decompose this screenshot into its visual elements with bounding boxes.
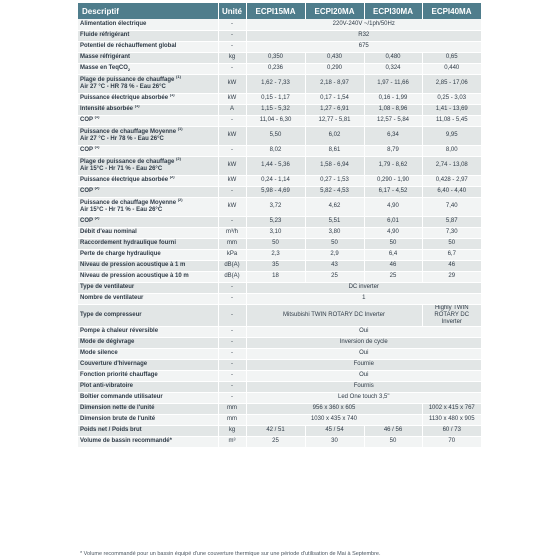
row-label	[78, 304, 218, 326]
table-row	[78, 186, 481, 197]
row-unit: -	[218, 381, 246, 392]
row-value-model-4: 6,7	[422, 249, 481, 260]
row-unit: kPa	[218, 249, 246, 260]
row-label	[78, 293, 218, 304]
table-row	[78, 271, 481, 282]
row-unit: -	[218, 326, 246, 337]
row-value-model-1: 11,04 - 6,30	[246, 115, 305, 126]
row-value-model-3: 4,90	[364, 227, 422, 238]
row-value-models-1-3: 956 x 360 x 605	[246, 403, 422, 414]
row-label	[78, 216, 218, 227]
row-value-model-4: 1130 x 480 x 905	[422, 414, 481, 425]
table-row	[78, 216, 481, 227]
row-label-text: Poids net / Poids brut	[80, 427, 142, 433]
row-value-model-3: 50	[364, 238, 422, 249]
row-label-footnote-mark: (1)	[177, 126, 183, 131]
row-label-text: Puissance électrique absorbée	[80, 95, 169, 101]
row-unit: dB(A)	[218, 260, 246, 271]
row-value-model-4: 0,25 - 3,03	[422, 93, 481, 104]
row-label	[78, 104, 218, 115]
row-value-model-3: 25	[364, 271, 422, 282]
row-value-model-1: 18	[246, 271, 305, 282]
table-row	[78, 238, 481, 249]
row-value-model-4: 60 / 73	[422, 425, 481, 436]
row-value-model-2: 5,82 - 4,53	[305, 186, 364, 197]
row-label-text: Raccordement hydraulique fourni	[80, 240, 177, 246]
row-label-footnote-mark: (1)	[176, 74, 181, 79]
row-value-model-2: 3,80	[305, 227, 364, 238]
row-label-text: Plot anti-vibratoire	[80, 383, 134, 389]
row-label-text: Puissance électrique absorbée	[80, 177, 169, 183]
row-unit: -	[218, 370, 246, 381]
row-value-model-1: 8,02	[246, 145, 305, 156]
row-value-model-3: 0,16 - 1,99	[364, 93, 422, 104]
row-value-model-3: 4,90	[364, 197, 422, 216]
row-label-conditions: Air 15°C - Hr 71 % - Eau 26°C	[80, 165, 163, 172]
row-label-text: Puissance de chauffage Moyenne	[80, 199, 177, 206]
table-row	[78, 175, 481, 186]
row-value-all-models: Oui	[246, 326, 481, 337]
row-label-subscript: 2	[127, 67, 131, 73]
row-label-text: Nombre de ventilateur	[80, 295, 144, 301]
row-label-conditions: Air 27 °C - Hr 78 % - Eau 26°C	[80, 135, 164, 142]
row-label-text: Potentiel de réchauffement global	[80, 43, 177, 49]
row-value-model-2: 6,02	[305, 126, 364, 145]
row-label-text: Intensité absorbée	[80, 106, 134, 112]
row-value-model-2: 50	[305, 238, 364, 249]
row-unit: m³	[218, 436, 246, 447]
row-value-all-models: R32	[246, 30, 481, 41]
row-value-model-1: 50	[246, 238, 305, 249]
row-value-model-2: 1,58 - 6,94	[305, 156, 364, 175]
table-row	[78, 126, 481, 145]
table-row	[78, 260, 481, 271]
table-row	[78, 30, 481, 41]
row-value-model-3: 1,97 - 11,66	[364, 74, 422, 93]
row-value-model-1: 35	[246, 260, 305, 271]
row-label	[78, 381, 218, 392]
table-row	[78, 425, 481, 436]
row-value-model-2: 0,430	[305, 52, 364, 63]
row-value-model-4: Highly TWIN ROTARY DC Inverter	[422, 304, 481, 326]
row-value-model-4: 1,41 - 13,69	[422, 104, 481, 115]
header-model-2: ECPI20MA	[305, 3, 364, 19]
row-label-text: Mode silence	[80, 350, 118, 356]
row-value-model-1: 0,24 - 1,14	[246, 175, 305, 186]
row-value-model-1: 1,62 - 7,33	[246, 74, 305, 93]
row-label	[78, 41, 218, 52]
row-unit: mm	[218, 238, 246, 249]
row-label	[78, 156, 218, 175]
row-value-model-1: 0,350	[246, 52, 305, 63]
row-unit: kW	[218, 93, 246, 104]
row-label-text: Mode de dégivrage	[80, 339, 135, 345]
header-row	[78, 3, 481, 19]
row-label-footnote-mark: (2)	[176, 156, 181, 161]
row-value-model-4: 2,85 - 17,06	[422, 74, 481, 93]
row-unit: kW	[218, 197, 246, 216]
table-row	[78, 403, 481, 414]
row-unit: -	[218, 282, 246, 293]
row-value-models-1-3: 1030 x 435 x 740	[246, 414, 422, 425]
row-label-footnote-mark: (2)	[94, 186, 100, 190]
row-value-model-4: 29	[422, 271, 481, 282]
row-unit: kg	[218, 52, 246, 63]
row-value-model-3: 50	[364, 436, 422, 447]
row-value-model-3: 0,324	[364, 63, 422, 74]
row-value-model-1: 1,15 - 5,32	[246, 104, 305, 115]
header-unite: Unité	[218, 3, 246, 19]
table-row	[78, 337, 481, 348]
row-unit: -	[218, 348, 246, 359]
row-label-text: Fluide réfrigérant	[80, 32, 130, 38]
row-label-text: Plage de puissance de chauffage	[80, 158, 175, 165]
row-unit: -	[218, 359, 246, 370]
row-label	[78, 186, 218, 197]
row-unit: -	[218, 392, 246, 403]
row-value-models-1-3: Mitsubishi TWIN ROTARY DC Inverter	[246, 304, 422, 326]
row-value-all-models: Led One touch 3,5"	[246, 392, 481, 403]
row-label-text: Niveau de pression acoustique à 1 m	[80, 262, 186, 268]
row-unit: kW	[218, 156, 246, 175]
row-unit: -	[218, 293, 246, 304]
row-value-model-2: 25	[305, 271, 364, 282]
row-value-all-models: Inversion de cycle	[246, 337, 481, 348]
table-row	[78, 282, 481, 293]
row-label	[78, 282, 218, 293]
table-row	[78, 63, 481, 74]
row-unit: m³/h	[218, 227, 246, 238]
table-row	[78, 392, 481, 403]
table-row	[78, 348, 481, 359]
row-value-model-1: 5,23	[246, 216, 305, 227]
header-descriptif: Descriptif	[78, 3, 218, 19]
row-label-text: COP	[80, 117, 93, 123]
row-unit: -	[218, 41, 246, 52]
row-unit: -	[218, 216, 246, 227]
row-value-model-1: 5,50	[246, 126, 305, 145]
row-label	[78, 197, 218, 216]
row-value-model-1: 0,236	[246, 63, 305, 74]
row-value-model-1: 0,15 - 1,17	[246, 93, 305, 104]
row-label	[78, 414, 218, 425]
row-value-model-2: 5,51	[305, 216, 364, 227]
header-model-1: ECPI15MA	[246, 3, 305, 19]
row-value-model-2: 2,18 - 8,97	[305, 74, 364, 93]
row-label-text: Débit d'eau nominal	[80, 229, 137, 235]
row-value-model-4: 0,65	[422, 52, 481, 63]
row-label-text: Puissance de chauffage Moyenne	[80, 128, 177, 135]
row-label-text: Masse en TeqCO	[80, 65, 128, 71]
row-value-model-1: 42 / 51	[246, 425, 305, 436]
row-unit: -	[218, 19, 246, 30]
row-unit: kg	[218, 425, 246, 436]
row-value-model-4: 7,30	[422, 227, 481, 238]
table-row	[78, 19, 481, 30]
row-label-text: Alimentation électrique	[80, 20, 147, 27]
row-label-text: Masse réfrigérant	[80, 54, 131, 60]
row-unit: -	[218, 63, 246, 74]
row-label	[78, 326, 218, 337]
row-label-footnote-mark: (2)	[177, 197, 183, 202]
row-value-model-4: 0,440	[422, 63, 481, 74]
row-value-model-4: 46	[422, 260, 481, 271]
row-value-model-4: 7,40	[422, 197, 481, 216]
row-label-text: Dimension brute de l'unité	[80, 416, 156, 422]
row-value-model-3: 6,34	[364, 126, 422, 145]
row-unit: -	[218, 115, 246, 126]
row-label	[78, 52, 218, 63]
row-label	[78, 93, 218, 104]
spec-table	[78, 3, 482, 448]
row-value-model-4: 0,428 - 2,97	[422, 175, 481, 186]
table-row	[78, 304, 481, 326]
row-label	[78, 271, 218, 282]
row-value-all-models: Fournis	[246, 381, 481, 392]
row-value-model-3: 6,17 - 4,52	[364, 186, 422, 197]
row-value-model-3: 6,4	[364, 249, 422, 260]
row-value-all-models: Oui	[246, 348, 481, 359]
row-value-model-2: 4,62	[305, 197, 364, 216]
row-label	[78, 238, 218, 249]
row-label-text: Couverture d'hivernage	[80, 361, 148, 367]
row-label	[78, 425, 218, 436]
row-label	[78, 126, 218, 145]
row-value-model-3: 12,57 - 5,84	[364, 115, 422, 126]
header-model-4: ECPI40MA	[422, 3, 481, 19]
row-value-model-4: 5,87	[422, 216, 481, 227]
row-label	[78, 227, 218, 238]
row-value-model-1: 5,98 - 4,69	[246, 186, 305, 197]
row-value-model-4: 70	[422, 436, 481, 447]
row-unit: mm	[218, 403, 246, 414]
row-label	[78, 175, 218, 186]
row-label	[78, 115, 218, 126]
row-value-model-4: 1002 x 415 x 767	[422, 403, 481, 414]
table-row	[78, 115, 481, 126]
table-row	[78, 74, 481, 93]
row-value-model-4: 9,95	[422, 126, 481, 145]
row-value-model-2: 0,290	[305, 63, 364, 74]
table-row	[78, 52, 481, 63]
row-label-text: Fonction priorité chauffage	[80, 372, 158, 378]
row-value-model-2: 12,77 - 5,81	[305, 115, 364, 126]
row-label	[78, 359, 218, 370]
row-value-all-models: DC inverter	[246, 282, 481, 293]
row-value-model-1: 2,3	[246, 249, 305, 260]
table-row	[78, 227, 481, 238]
row-value-model-3: 8,79	[364, 145, 422, 156]
row-unit: mm	[218, 414, 246, 425]
row-label	[78, 370, 218, 381]
row-value-model-1: 25	[246, 436, 305, 447]
header-model-3: ECPI30MA	[364, 3, 422, 19]
row-value-model-4: 8,00	[422, 145, 481, 156]
row-value-all-models: 675	[246, 41, 481, 52]
row-label-text: Dimension nette de l'unité	[80, 405, 155, 411]
row-unit: -	[218, 304, 246, 326]
row-unit: -	[218, 186, 246, 197]
row-label-footnote-mark: (1)	[134, 104, 140, 108]
row-label-text: Plage de puissance de chauffage	[80, 76, 175, 83]
row-value-model-3: 0,290 - 1,90	[364, 175, 422, 186]
row-label-footnote-mark: (1)	[94, 115, 100, 119]
row-unit: kW	[218, 74, 246, 93]
row-value-model-2: 45 / 54	[305, 425, 364, 436]
table-row	[78, 436, 481, 447]
row-label	[78, 337, 218, 348]
row-label-text: COP	[80, 218, 93, 224]
table-row	[78, 359, 481, 370]
row-label	[78, 348, 218, 359]
row-label	[78, 436, 218, 447]
row-value-model-2: 0,27 - 1,53	[305, 175, 364, 186]
row-label-footnote-mark: (1)	[169, 93, 175, 97]
table-row	[78, 156, 481, 175]
row-label	[78, 30, 218, 41]
row-value-model-4: 50	[422, 238, 481, 249]
row-label	[78, 63, 218, 74]
row-label	[78, 403, 218, 414]
row-value-model-2: 43	[305, 260, 364, 271]
row-label	[78, 145, 218, 156]
spec-body	[78, 19, 481, 447]
row-label-text: Type de compresseur	[80, 311, 142, 318]
row-label-conditions: Air 27 °C - HR 78 % - Eau 26°C	[80, 83, 166, 90]
row-unit: A	[218, 104, 246, 115]
row-value-all-models: 1	[246, 293, 481, 304]
footnote: * Volume recommandé pour un bassin équipé d'une couverture thermique sur une période d'utilisation de Mai à Septembre.	[80, 551, 381, 557]
table-row	[78, 145, 481, 156]
row-value-model-4: 11,08 - 5,45	[422, 115, 481, 126]
row-value-model-3: 0,480	[364, 52, 422, 63]
row-value-model-1: 3,10	[246, 227, 305, 238]
row-label-text: COP	[80, 188, 93, 194]
row-label	[78, 74, 218, 93]
row-label	[78, 19, 218, 30]
row-value-model-3: 1,79 - 8,62	[364, 156, 422, 175]
row-value-all-models: Oui	[246, 370, 481, 381]
row-unit: -	[218, 30, 246, 41]
table-row	[78, 381, 481, 392]
row-label-text: Niveau de pression acoustique à 10 m	[80, 273, 189, 279]
row-label-footnote-mark: (2)	[94, 216, 100, 220]
row-unit: -	[218, 145, 246, 156]
table-row	[78, 293, 481, 304]
row-label-footnote-mark: (1)	[94, 145, 100, 149]
row-unit: dB(A)	[218, 271, 246, 282]
row-label	[78, 260, 218, 271]
row-value-model-3: 46	[364, 260, 422, 271]
row-value-model-1: 1,44 - 5,36	[246, 156, 305, 175]
row-value-all-models: Fournie	[246, 359, 481, 370]
row-label-text: Perte de charge hydraulique	[80, 251, 161, 257]
table-row	[78, 326, 481, 337]
row-label	[78, 249, 218, 260]
row-label-conditions: Air 15°C - Hr 71 % - Eau 26°C	[80, 206, 163, 213]
row-value-all-models: 220V-240V ~/1ph/50Hz	[246, 19, 481, 30]
table-row	[78, 104, 481, 115]
row-value-model-4: 2,74 - 13,08	[422, 156, 481, 175]
row-unit: kW	[218, 175, 246, 186]
table-row	[78, 93, 481, 104]
row-label-text: COP	[80, 147, 93, 153]
row-value-model-2: 2,9	[305, 249, 364, 260]
row-value-model-4: 6,40 - 4,40	[422, 186, 481, 197]
row-unit: kW	[218, 126, 246, 145]
row-label-text: Boîtier commande utilisateur	[80, 394, 163, 400]
row-value-model-3: 6,01	[364, 216, 422, 227]
row-label	[78, 392, 218, 403]
row-value-model-2: 1,27 - 6,91	[305, 104, 364, 115]
row-label-text: Type de ventilateur	[80, 284, 135, 290]
table-row	[78, 249, 481, 260]
row-value-model-3: 1,08 - 8,96	[364, 104, 422, 115]
row-value-model-2: 0,17 - 1,54	[305, 93, 364, 104]
table-row	[78, 41, 481, 52]
row-value-model-2: 30	[305, 436, 364, 447]
row-unit: -	[218, 337, 246, 348]
row-label-footnote-mark: (2)	[169, 175, 175, 179]
table-row	[78, 414, 481, 425]
table-row	[78, 197, 481, 216]
row-label-text: Pompe à chaleur réversible	[80, 328, 159, 334]
table-row	[78, 370, 481, 381]
row-value-model-3: 46 / 56	[364, 425, 422, 436]
row-value-model-1: 3,72	[246, 197, 305, 216]
row-value-model-2: 8,61	[305, 145, 364, 156]
row-label-text: Volume de bassin recommandé*	[80, 438, 172, 444]
